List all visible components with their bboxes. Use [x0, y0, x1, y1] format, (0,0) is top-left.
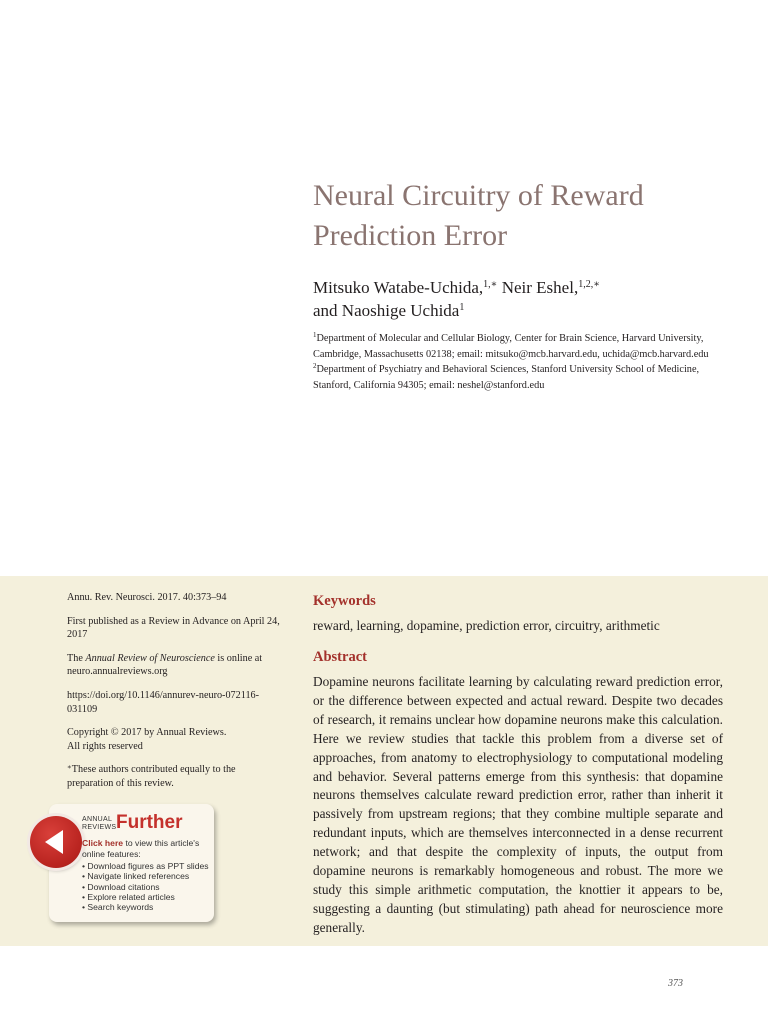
feature-item[interactable]: • Explore related articles [82, 892, 209, 902]
author-1-sup: 1,∗ [483, 279, 498, 290]
online-pre: The [67, 652, 86, 664]
affiliation-2-num: 2 [313, 362, 317, 370]
affiliation-2-text: Department of Psychiatry and Behavioral Sciences, Stanford University School of Medicine, Stanford, California 94305; email: neshel@stanford.edu [313, 364, 700, 391]
affiliation-1 [313, 331, 733, 362]
keywords-heading: Keywords [313, 593, 376, 609]
feature-item[interactable]: • Download figures as PPT slides [82, 861, 209, 871]
further-title: Further [116, 812, 183, 833]
features-list [82, 861, 209, 912]
article-title [313, 176, 743, 256]
affiliation-2 [313, 362, 733, 393]
article-info-sidebar [67, 591, 282, 801]
keywords-list: reward, learning, dopamine, prediction error, circuitry, arithmetic [313, 618, 660, 633]
online-post: is online at neuro.annualreviews.org [67, 652, 263, 678]
first-published: First published as a Review in Advance on April 24, 2017 [67, 615, 280, 641]
rights-line: All rights reserved [67, 740, 143, 752]
feature-item[interactable]: • Search keywords [82, 902, 209, 912]
author-2: Neir Eshel, [497, 278, 579, 297]
click-here-text [82, 838, 207, 859]
abstract-heading: Abstract [313, 649, 367, 665]
equal-contribution-note [67, 763, 282, 790]
doi-link[interactable]: https://doi.org/10.1146/annurev-neuro-072116-031109 [67, 689, 260, 715]
equal-sup: ∗ [67, 763, 72, 772]
title-line-1: Neural Circuitry of Reward [313, 179, 644, 212]
annual-word: ANNUAL [82, 816, 113, 823]
journal-name: Annual Review of Neuroscience [85, 652, 215, 664]
click-here-link[interactable]: Click here [82, 838, 124, 848]
author-2-sup: 1,2,∗ [578, 279, 600, 290]
page-number: 373 [668, 978, 683, 989]
further-box[interactable] [49, 804, 214, 922]
reviews-word: REVIEWS [82, 824, 117, 831]
online-note [67, 652, 282, 679]
keywords-abstract [313, 591, 723, 938]
copyright-line: Copyright © 2017 by Annual Reviews. [67, 727, 227, 739]
author-3: and Naoshige Uchida [313, 301, 460, 320]
abstract-panel [0, 576, 768, 946]
annual-reviews-logo [82, 816, 116, 832]
back-arrow-icon[interactable] [30, 816, 82, 868]
author-1: Mitsuko Watabe-Uchida, [313, 278, 484, 297]
citation: Annu. Rev. Neurosci. 2017. 40:373–94 [67, 592, 227, 603]
author-3-sup: 1 [459, 302, 465, 313]
equal-text: These authors contributed equally to the preparation of this review. [67, 764, 236, 789]
feature-item[interactable]: • Navigate linked references [82, 871, 209, 881]
copyright [67, 726, 282, 753]
click-rest: to view this article's online features: [82, 838, 200, 859]
affiliation-1-num: 1 [313, 331, 317, 339]
author-list [313, 276, 753, 322]
abstract-text: Dopamine neurons facilitate learning by calculating reward prediction error, or the difference between expected and actual reward. Despite two decades of research, it remains unclear how dopamine neurons make this calculation. Here we review studies that tackle this problem from a diverse set of approaches, from anatomy to electrophysiology to computational modeling and behavior. Several patterns emerge from this synthesis: that dopamine neurons themselves calculate reward prediction error, rather than inherit it passively from upstream regions; that they combine multiple separate and redundant inputs, which are themselves interconnected in a dense recurrent network; and that despite the complexity of inputs, the output from dopamine neurons is remarkably homogeneous and robust. The more we study this simple arithmetic computation, the knottier it appears to be, suggesting a daunting (but stimulating) path ahead for neuroscience more generally. [313, 674, 723, 935]
affiliation-1-text: Department of Molecular and Cellular Biology, Center for Brain Science, Harvard University, Cambridge, Massachusetts 02138; email: mitsuko@mcb.harvard.edu, uchida@mcb.harvard.edu [313, 333, 709, 360]
feature-item[interactable]: • Download citations [82, 882, 209, 892]
title-line-2: Prediction Error [313, 219, 508, 252]
